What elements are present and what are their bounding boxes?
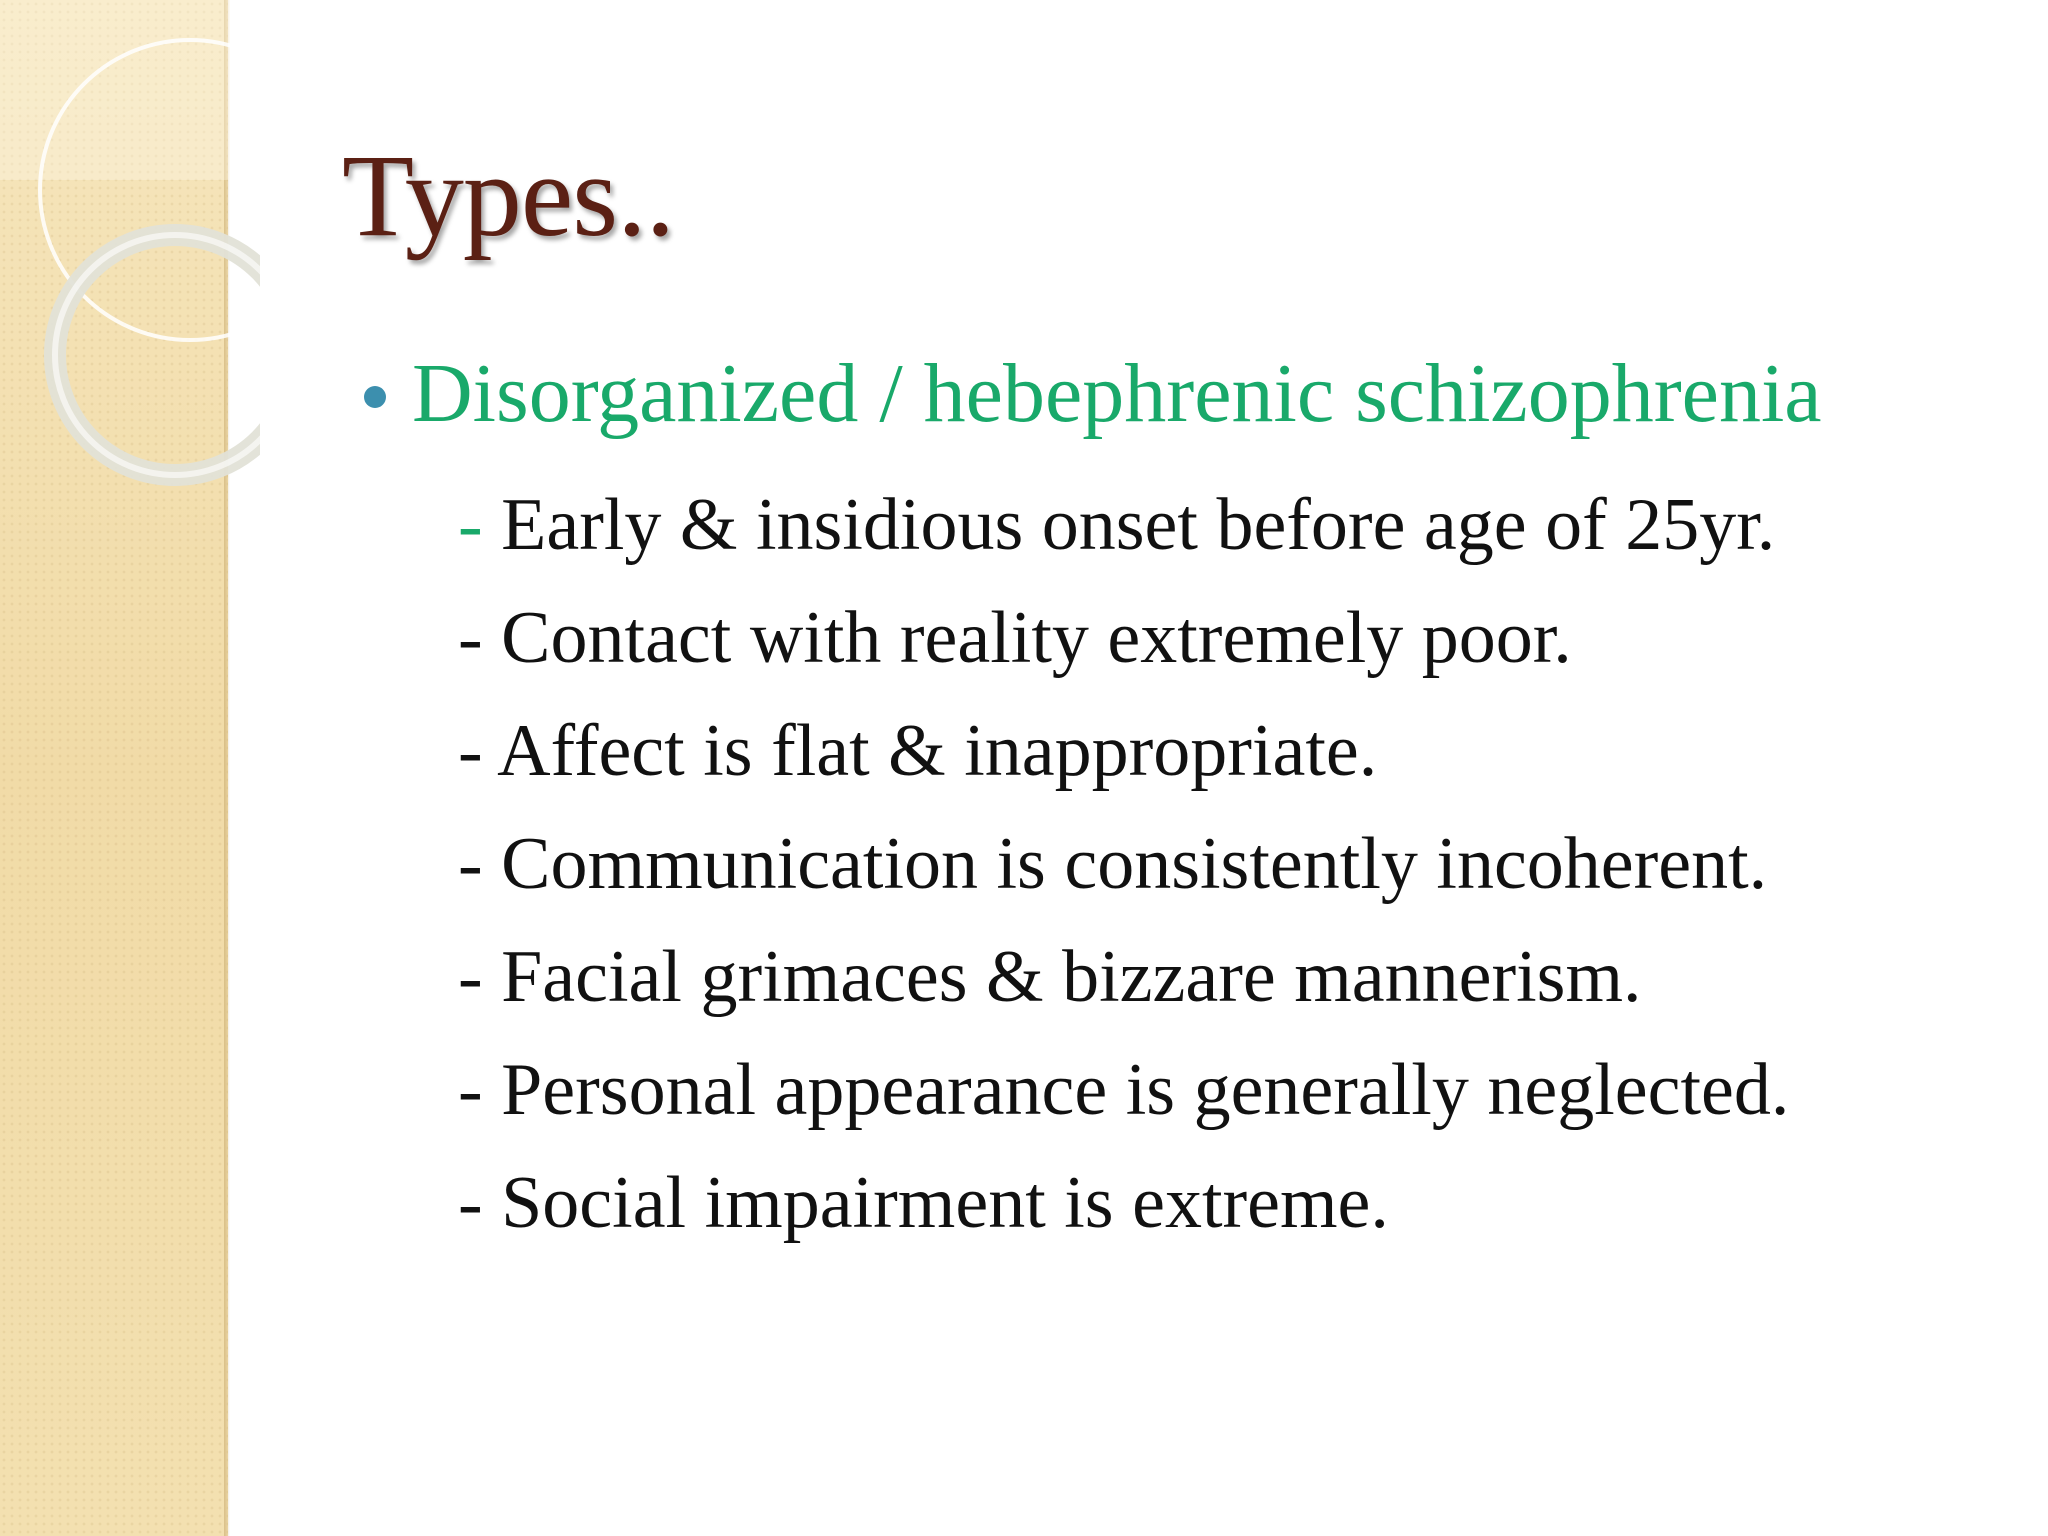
- sub-item: [458, 1045, 1789, 1158]
- dash-marker: -: [458, 484, 483, 566]
- sub-item: [458, 932, 1789, 1045]
- dash-marker: -: [458, 597, 483, 679]
- sub-item: [458, 819, 1789, 932]
- bullet-dot-icon: [364, 386, 386, 408]
- sub-item-text: Early & insidious onset before age of 25yr.: [482, 484, 1776, 566]
- slide-title: Types..: [342, 130, 675, 261]
- dash-marker: -: [458, 710, 483, 792]
- sub-item: [458, 593, 1789, 706]
- dash-marker: -: [458, 823, 483, 905]
- sub-item: [458, 706, 1789, 819]
- sub-item: [458, 480, 1789, 593]
- bullet-item: [364, 345, 1822, 442]
- dash-marker: -: [458, 1049, 483, 1131]
- sub-item-text: Affect is flat & inappropriate.: [482, 710, 1378, 792]
- dash-marker: -: [458, 936, 483, 1018]
- decorative-rings-icon: [0, 0, 260, 520]
- sub-item-list: [458, 480, 1789, 1271]
- sub-item-text: Communication is consistently incoherent.: [482, 823, 1768, 905]
- sub-item-text: Facial grimaces & bizzare mannerism.: [482, 936, 1642, 1018]
- sub-item-text: Contact with reality extremely poor.: [482, 597, 1572, 679]
- dash-marker: -: [458, 1162, 483, 1244]
- bullet-heading: Disorganized / hebephrenic schizophrenia: [412, 347, 1822, 440]
- sub-item: [458, 1158, 1789, 1271]
- sub-item-text: Social impairment is extreme.: [482, 1162, 1389, 1244]
- sub-item-text: Personal appearance is generally neglected.: [482, 1049, 1790, 1131]
